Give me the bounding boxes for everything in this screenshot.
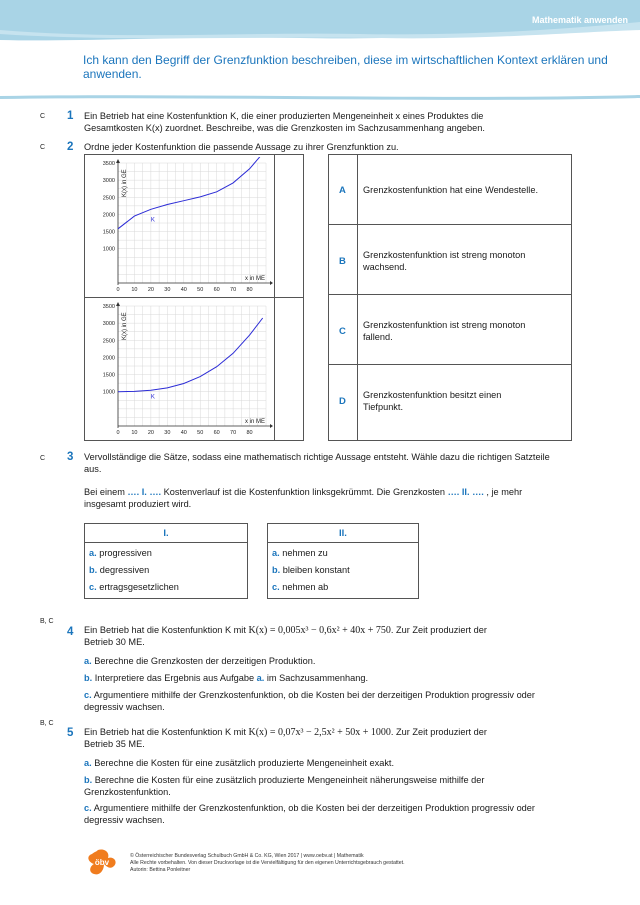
x-tick-label: 50 [197, 430, 204, 436]
task-2-number: 2 [67, 141, 74, 153]
option-text: progressiven [99, 548, 152, 558]
sentence-part: Bei einem [84, 487, 125, 497]
x-tick-label: 40 [180, 287, 187, 293]
subtask-text: Berechne die Grenzkosten der derzeitigen Produktion. [94, 656, 316, 666]
y-tick-label: 3000 [102, 321, 115, 328]
header-divider [0, 92, 640, 102]
publisher-logo-text: öbv [94, 858, 110, 867]
task-5-number: 5 [67, 727, 74, 739]
task-4a [84, 656, 554, 668]
task-1-level: C [40, 113, 46, 120]
x-tick-label: 50 [197, 287, 204, 293]
option-ii-b[interactable] [272, 565, 350, 575]
intro-text: Ein Betrieb hat die Kostenfunktion K mit [84, 625, 246, 635]
sentence-part: , je mehr insgesamt produziert wird. [84, 487, 523, 509]
option-text: ertragsgesetzlichen [99, 582, 179, 592]
x-axis-arrow [270, 424, 273, 428]
option-ii-a[interactable] [272, 548, 328, 558]
outro-text: . Zur Zeit produziert der [390, 625, 487, 635]
outro-text: . Zur Zeit produziert der [390, 727, 487, 737]
subtask-text: Argumentiere mithilfe der Grenzkostenfunktion, ob die Kosten bei der derzeitigen Produktion progressiv oder degressiv wachsen. [84, 803, 535, 825]
sentence-part: Kostenverlauf ist die Kostenfunktion linksgekrümmt. Die Grenzkosten [163, 487, 446, 497]
statement-b-text: Grenzkostenfunktion ist streng monoton wachsend. [363, 250, 526, 272]
x-tick-label: 60 [213, 287, 220, 293]
x-tick-label: 20 [147, 430, 154, 436]
intro-text: Ein Betrieb hat die Kostenfunktion K mit [84, 727, 246, 737]
footer-copyright: © Österreichischer Bundesverlag Schulbuch GmbH & Co. KG, Wien 2017 | www.oebv.at | Mathematik [130, 853, 364, 859]
statement-row-divider [328, 224, 572, 225]
y-tick-label: 1500 [102, 229, 115, 236]
statement-row-divider [328, 364, 572, 365]
statement-a-letter: A [339, 185, 346, 196]
task-1-text: Ein Betrieb hat eine Kostenfunktion K, die einer produzierten Mengeneinheit x eines Produktes die Gesamtkosten K(x) zuordnet. Beschreibe, was die Grenzkosten im Sachzusammenhang angeben. [84, 111, 485, 133]
task-2-text: Ordne jeder Kostenfunktion die passende Aussage zu ihrer Grenzfunktion zu. [84, 142, 399, 152]
curve-label: K [150, 217, 155, 224]
option-table-i-header-line [84, 542, 248, 543]
y-tick-label: 3500 [102, 304, 115, 310]
statement-c-letter: C [339, 326, 346, 337]
task-4-line2: Betrieb 30 ME. [84, 637, 145, 647]
x-tick-label: 30 [164, 287, 171, 293]
gap-i: …. I. …. [124, 487, 164, 497]
subtask-key: a. [84, 656, 92, 666]
option-i-c[interactable] [89, 582, 179, 592]
option-table-ii-header-line [267, 542, 419, 543]
y-tick-label: 3000 [102, 178, 115, 185]
section-title: Mathematik anwenden [531, 15, 628, 25]
statement-c-text: Grenzkostenfunktion ist streng monoton fallend. [363, 320, 526, 342]
x-tick-label: 80 [246, 287, 253, 293]
subtask-text: Interpretiere das Ergebnis aus Aufgabe [94, 673, 255, 683]
option-text: bleiben konstant [282, 565, 350, 575]
task-3-sentence [84, 487, 554, 510]
y-tick-label: 1000 [102, 246, 115, 253]
task-4c [84, 690, 544, 713]
x-tick-label: 0 [116, 430, 120, 436]
statement-d-letter: D [339, 396, 346, 407]
y-tick-label: 2500 [102, 338, 115, 345]
cost-curve [118, 318, 263, 392]
option-table-ii-header: II. [339, 528, 347, 539]
option-key: a. [89, 548, 97, 558]
task-4-level: B, C [40, 618, 54, 625]
option-i-b[interactable] [89, 565, 149, 575]
task-5-line2: Betrieb 35 ME. [84, 739, 145, 749]
subtask-key: c. [84, 803, 92, 813]
cost-curve [118, 157, 263, 229]
subtask-text: im Sachzusammenhang. [266, 673, 369, 683]
x-axis-arrow [270, 281, 273, 285]
x-tick-label: 10 [131, 287, 138, 293]
y-axis-label: K(x) in GE [122, 169, 128, 197]
x-tick-label: 70 [230, 430, 237, 436]
footer-author: Autorin: Bettina Ponleitner [130, 867, 191, 873]
subtask-ref: a. [256, 673, 265, 683]
y-tick-label: 2500 [102, 195, 115, 202]
subtask-key: b. [84, 775, 93, 785]
cost-chart-2 [88, 300, 274, 438]
x-tick-label: 0 [116, 287, 120, 293]
cost-chart-1 [88, 157, 274, 295]
option-text: degressiven [99, 565, 150, 575]
statement-a-text: Grenzkostenfunktion hat eine Wendestelle. [363, 185, 539, 195]
option-text: nehmen ab [282, 582, 329, 592]
task-5-level: B, C [40, 720, 54, 727]
task-4-intro [84, 625, 584, 637]
x-tick-label: 40 [180, 430, 187, 436]
option-i-a[interactable] [89, 548, 152, 558]
option-ii-c[interactable] [272, 582, 328, 592]
statement-table-divider [357, 154, 358, 441]
y-tick-label: 2000 [102, 355, 115, 362]
task-4b [84, 673, 554, 685]
task-5-formula: K(x) = 0,07x³ − 2,5x² + 50x + 1000 [248, 727, 391, 738]
option-table-i-header: I. [163, 528, 169, 539]
task-5-intro [84, 727, 584, 739]
task-5b [84, 775, 544, 798]
subtask-key: a. [84, 758, 92, 768]
header-band [0, 0, 640, 44]
y-axis-arrow [116, 302, 120, 306]
subtask-text: Berechne die Kosten für eine zusätzlich produzierte Mengeneinheit exakt. [94, 758, 395, 768]
footer-rights: Alle Rechte vorbehalten. Von dieser Druckvorlage ist die Vervielfältigung für den eigenen Unterrichtsgebrauch gestattet. [130, 860, 405, 866]
x-tick-label: 60 [213, 430, 220, 436]
task-3-text: Vervollständige die Sätze, sodass eine mathematisch richtige Aussage entsteht. Wähle dazu die richtigen Satzteile aus. [84, 452, 550, 474]
statement-b-letter: B [339, 256, 346, 267]
option-key: c. [272, 582, 280, 592]
gap-ii: …. II. …. [445, 487, 487, 497]
learning-objective: Ich kann den Begriff der Grenzfunktion beschreiben, diese im wirtschaftlichen Kontext erklären und anwenden. [83, 53, 608, 81]
curve-label: K [150, 394, 155, 401]
statement-d-text: Grenzkostenfunktion besitzt einen Tiefpunkt. [363, 390, 502, 412]
x-tick-label: 30 [164, 430, 171, 436]
x-tick-label: 20 [147, 287, 154, 293]
option-key: c. [89, 582, 97, 592]
y-axis-label: K(x) in GE [122, 312, 128, 340]
option-key: a. [272, 548, 280, 558]
task-5c [84, 803, 544, 826]
subtask-text: Berechne die Kosten für eine zusätzlich produzierte Mengeneinheit näherungsweise mithilfe der Grenzkostenfunktion. [84, 775, 485, 797]
task-3-number: 3 [67, 451, 74, 463]
option-key: b. [272, 565, 281, 575]
y-axis-arrow [116, 159, 120, 163]
task-2-level: C [40, 144, 46, 151]
subtask-key: b. [84, 673, 93, 683]
x-tick-label: 70 [230, 287, 237, 293]
y-tick-label: 3500 [102, 161, 115, 167]
option-text: nehmen zu [282, 548, 328, 558]
y-tick-label: 2000 [102, 212, 115, 219]
x-axis-label: x in ME [244, 276, 265, 282]
x-axis-label: x in ME [244, 419, 265, 425]
subtask-key: c. [84, 690, 92, 700]
task-4-number: 4 [67, 626, 74, 638]
statement-row-divider [328, 294, 572, 295]
publisher-logo [84, 846, 120, 882]
x-tick-label: 80 [246, 430, 253, 436]
task-4-formula: K(x) = 0,005x³ − 0,6x² + 40x + 750 [248, 625, 391, 636]
subtask-text: Argumentiere mithilfe der Grenzkostenfunktion, ob die Kosten bei der derzeitigen Produktion progressiv oder degressiv wachsen. [84, 690, 535, 712]
graph-table-row-divider [84, 297, 304, 298]
x-tick-label: 10 [131, 430, 138, 436]
task-3-level: C [40, 455, 46, 462]
option-key: b. [89, 565, 98, 575]
task-1-number: 1 [67, 110, 74, 122]
y-tick-label: 1000 [102, 389, 115, 396]
task-5a [84, 758, 554, 770]
y-tick-label: 1500 [102, 372, 115, 379]
